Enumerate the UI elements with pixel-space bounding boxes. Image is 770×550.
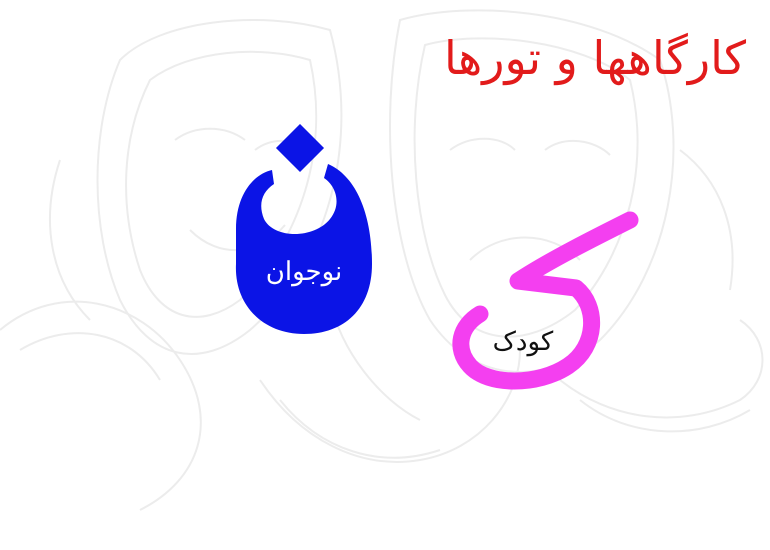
tile-teen-label: نوجوان — [265, 257, 343, 287]
tile-kids-label: کودک — [492, 327, 554, 357]
page-title: کارگاهها و تورها — [443, 31, 746, 85]
kaf-letter-icon — [448, 206, 648, 402]
tile-teen[interactable] — [224, 124, 380, 339]
tile-kids[interactable] — [448, 206, 648, 402]
noon-letter-icon — [224, 124, 380, 339]
